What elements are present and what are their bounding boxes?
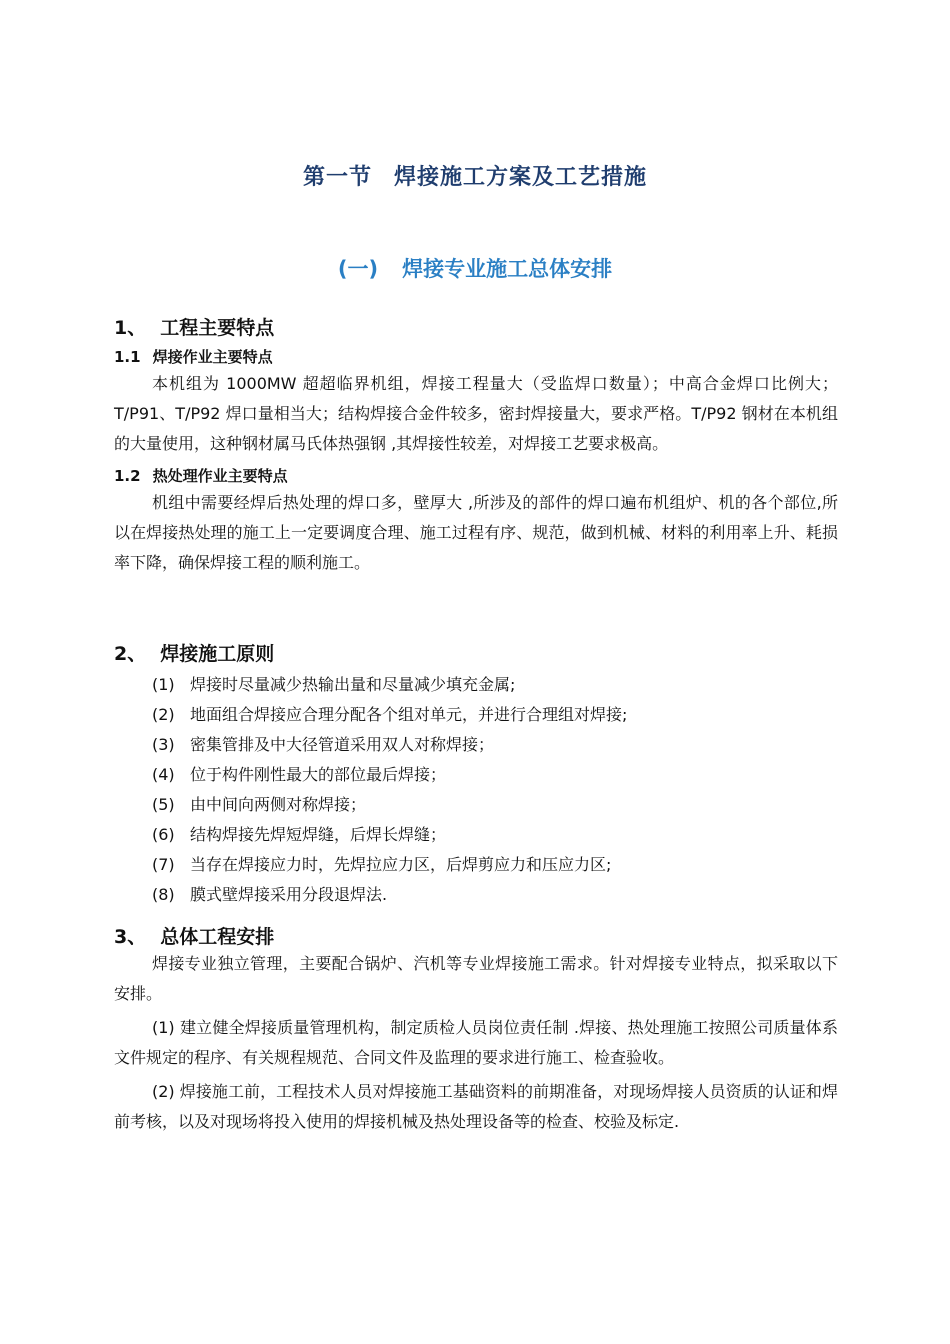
- section-3: [114, 922, 838, 1137]
- section-title-number: 第一节: [302, 165, 372, 190]
- subsection-title-text: 焊接专业施工总体安排: [402, 257, 613, 281]
- list-item: (6) 结构焊接先焊短焊缝，后焊长焊缝；: [152, 825, 447, 844]
- section-3-paragraph-intro: 焊接专业独立管理，主要配合锅炉、汽机等专业焊接施工需求。针对焊接专业特点，拟采取以下安排。: [114, 954, 838, 1003]
- subsection-1-2-heading: 1.2 热处理作业主要特点: [114, 467, 288, 485]
- section-1-heading: 1、 工程主要特点: [114, 317, 275, 339]
- list-item: (1) 焊接时尽量减少热输出量和尽量减少填充金属;: [152, 675, 516, 694]
- section-3-paragraph-1: (1) 建立健全焊接质量管理机构，制定质检人员岗位责任制 .焊接、热处理施工按照公司质量体系文件规定的程序、有关规程规范、合同文件及监理的要求进行施工、检查验收。: [114, 1018, 838, 1067]
- list-item: (7) 当存在焊接应力时，先焊拉应力区，后焊剪应力和压应力区;: [152, 855, 612, 874]
- subsection-1-1-heading: 1.1 焊接作业主要特点: [114, 348, 273, 366]
- list-item: (2) 地面组合焊接应合理分配各个组对单元，并进行合理组对焊接;: [152, 705, 628, 724]
- list-item: (5) 由中间向两侧对称焊接；: [152, 795, 367, 814]
- document-body: [114, 313, 838, 1137]
- subsection-title-number: (一): [337, 257, 379, 281]
- section-title-text: 焊接施工方案及工艺措施: [394, 165, 648, 190]
- principles-list: [114, 670, 838, 910]
- list-item: (8) 膜式壁焊接采用分段退焊法.: [152, 885, 388, 904]
- subsection-title: [0, 253, 950, 283]
- list-item: (3) 密集管排及中大径管道采用双人对称焊接；: [152, 735, 495, 754]
- section-title: [0, 160, 950, 191]
- section-1: [114, 313, 838, 635]
- list-item: (4) 位于构件刚性最大的部位最后焊接；: [152, 765, 447, 784]
- section-3-heading: 3、 总体工程安排: [114, 926, 275, 948]
- subsection-1-1-paragraph: 本机组为 1000MW 超超临界机组，焊接工程量大（受监焊口数量）；中高合金焊口比例大；T/P91、T/P92 焊口量相当大；结构焊接合金件较多，密封焊接量大，要求严格。T/P92 钢材在本机组的大量使用，这种钢材属马氏体热强钢 ,其焊接性较差，对焊接工艺要求极高。: [114, 374, 838, 453]
- section-2: [114, 639, 838, 910]
- subsection-1-2-paragraph: 机组中需要经焊后热处理的焊口多，壁厚大 ,所涉及的部件的焊口遍布机组炉、机的各个部位,所以在焊接热处理的施工上一定要调度合理、施工过程有序、规范，做到机械、材料的利用率上升、耗损率下降，确保焊接工程的顺利施工。: [114, 493, 838, 572]
- section-3-paragraph-2: (2) 焊接施工前，工程技术人员对焊接施工基础资料的前期准备，对现场焊接人员资质的认证和焊前考核，以及对现场将投入使用的焊接机械及热处理设备等的检查、校验及标定.: [114, 1082, 838, 1131]
- section-2-heading: 2、 焊接施工原则: [114, 643, 275, 665]
